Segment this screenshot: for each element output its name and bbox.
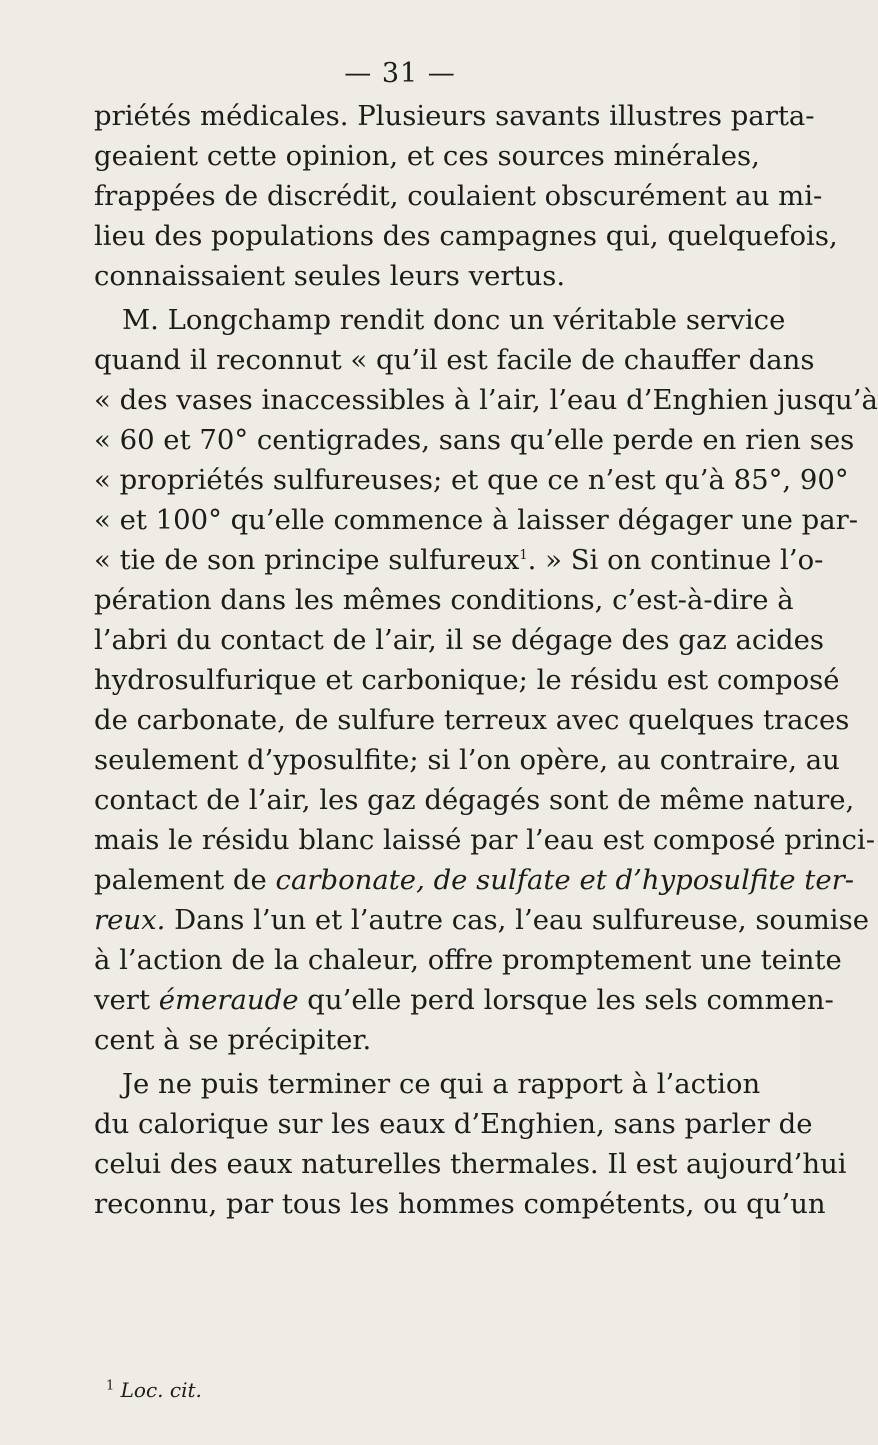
text-line: l’abri du contact de l’air, il se dégage des gaz acides [94, 624, 825, 656]
italic-word: émeraude [158, 984, 299, 1016]
text-line: cent à se précipiter. [94, 1024, 372, 1056]
quote-end: « tie de son principe sulfureux [94, 544, 520, 576]
text-line: reconnu, par tous les hommes compétents, ou qu’un [94, 1188, 826, 1220]
text-line: à l’action de la chaleur, offre promptement une teinte [94, 944, 842, 976]
line-tail: qu’elle perd lorsque les sels commen- [298, 984, 834, 1016]
page-number: — 31 — [344, 58, 456, 89]
line-tail: Dans l’un et l’autre cas, l’eau sulfureuse, soumise [165, 904, 869, 936]
text-line: celui des eaux naturelles thermales. Il est aujourd’hui [94, 1148, 847, 1180]
line-head: vert [94, 984, 159, 1016]
text-line: lieu des populations des campagnes qui, quelquefois, [94, 220, 838, 252]
text-line: frappées de discrédit, coulaient obscurément au mi- [94, 180, 823, 212]
text-line: Je ne puis terminer ce qui a rapport à l’action [122, 1068, 761, 1100]
text-line: « propriétés sulfureuses; et que ce n’est qu’à 85°, 90° [94, 464, 849, 496]
text-line [94, 860, 855, 900]
footnote-reference: 1 [519, 547, 528, 563]
text-line: priétés médicales. Plusieurs savants illustres parta- [94, 100, 815, 132]
text-line: « des vases inaccessibles à l’air, l’eau d’Enghien jusqu’à [94, 384, 878, 416]
text-line: de carbonate, de sulfure terreux avec quelques traces [94, 704, 850, 736]
footnote-text: Loc. cit. [120, 1378, 202, 1402]
text-line: « 60 et 70° centigrades, sans qu’elle perde en rien ses [94, 424, 855, 456]
text-line: connaissaient seules leurs vertus. [94, 260, 566, 292]
line-head: palement de [94, 864, 276, 896]
footnote [106, 1377, 202, 1403]
text-line: geaient cette opinion, et ces sources minérales, [94, 140, 760, 172]
text-line: seulement d’yposulfite; si l’on opère, au contraire, au [94, 744, 840, 776]
text-line: M. Longchamp rendit donc un véritable service [122, 304, 786, 336]
text-line: « et 100° qu’elle commence à laisser dégager une par- [94, 504, 859, 536]
line-tail: . » Si on continue l’o- [527, 544, 824, 576]
italic-phrase: carbonate, de sulfate et d’hyposulfite ter- [275, 864, 855, 896]
text-line: pération dans les mêmes conditions, c’est-à-dire à [94, 584, 794, 616]
text-line: mais le résidu blanc laissé par l’eau est composé princi- [94, 824, 875, 856]
text-line [94, 540, 824, 580]
text-line: du calorique sur les eaux d’Enghien, sans parler de [94, 1108, 813, 1140]
text-line [94, 980, 834, 1020]
footnote-mark: 1 [106, 1378, 115, 1394]
text-line: contact de l’air, les gaz dégagés sont de même nature, [94, 784, 855, 816]
italic-word: reux. [94, 904, 166, 936]
text-line: quand il reconnut « qu’il est facile de chauffer dans [94, 344, 815, 376]
text-line [94, 900, 869, 940]
text-line: hydrosulfurique et carbonique; le résidu est composé [94, 664, 840, 696]
